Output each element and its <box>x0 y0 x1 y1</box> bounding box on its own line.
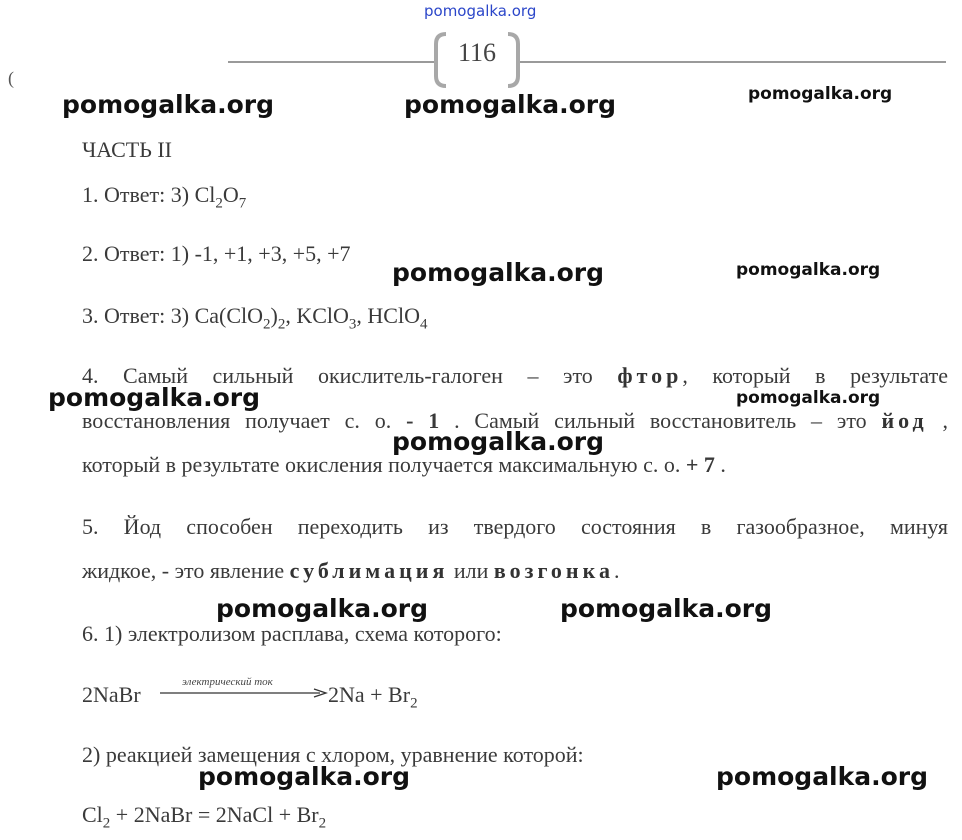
header-rule-right <box>520 61 946 63</box>
answer-2: 2. Ответ: 1) -1, +1, +3, +5, +7 <box>82 241 351 266</box>
page-number: 116 <box>457 38 497 67</box>
answer-1: 1. Ответ: 3) $Cl_2O_7$ <box>82 182 247 212</box>
section-heading: ЧАСТЬ II <box>82 137 172 162</box>
watermark: pomogalka.org <box>404 90 617 119</box>
watermark: pomogalka.org <box>748 84 893 104</box>
answer-6-line-1: 6. 1) электролизом расплава, схема которого: <box>82 621 502 646</box>
equation-1-right: $2Na + Br_2$ <box>328 682 418 712</box>
reaction-arrow <box>160 676 328 702</box>
watermark: pomogalka.org <box>736 388 881 408</box>
answer-5-line-2: жидкое, - это явление сублимация или возгонка. <box>82 558 620 583</box>
answer-4-line-1: 4. Самый сильный окислитель-галоген – это фтор, который в результате <box>82 363 948 388</box>
watermark: pomogalka.org <box>198 762 411 791</box>
equation-1-left: 2NaBr <box>82 682 141 707</box>
watermark: pomogalka.org <box>216 594 429 623</box>
edge-mark: ( <box>8 68 14 88</box>
answer-5-line-1: 5. Йод способен переходить из твердого состояния в газообразное, минуя <box>82 514 948 539</box>
watermark: pomogalka.org <box>48 383 261 412</box>
arrow-label: электрический ток <box>182 676 273 688</box>
equation-2: $Cl_2$ + 2NaBr = 2NaCl + $Br_2$ <box>82 802 327 832</box>
watermark: pomogalka.org <box>392 258 605 287</box>
answer-3: 3. Ответ: 3) $Ca(ClO_2)_2$, KClO$_3$, HClO$_4$ <box>82 303 428 333</box>
page-number-box <box>434 32 520 88</box>
watermark: pomogalka.org <box>736 260 881 280</box>
watermark: pomogalka.org <box>716 762 929 791</box>
header-rule-left <box>228 61 434 63</box>
watermark: pomogalka.org <box>560 594 773 623</box>
answer-6-line-2: 2) реакцией замещения с хлором, уравнение которой: <box>82 742 584 767</box>
watermark: pomogalka.org <box>392 427 605 456</box>
answer-4-line-2: восстановления получает с. о. - 1 . Самый сильный восстановитель – это йод , <box>82 408 948 433</box>
site-watermark-top: pomogalka.org <box>424 2 537 20</box>
watermark: pomogalka.org <box>62 90 275 119</box>
answer-4-line-3: который в результате окисления получается максимальную с. о. + 7 . <box>82 452 726 477</box>
